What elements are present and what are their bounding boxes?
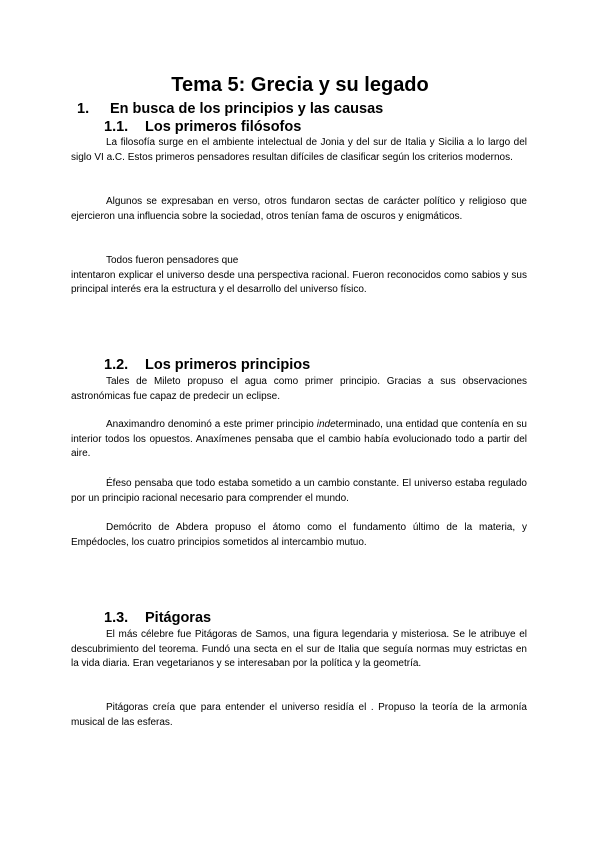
paragraph-italic-text: inde [316, 419, 336, 430]
section-1-heading [77, 100, 383, 118]
page-title: Tema 5: Grecia y su legado [171, 74, 429, 96]
subsection-1-2-heading-text: Los primeros principios [145, 357, 311, 373]
subsection-1-1-number: 1.1. [104, 119, 129, 135]
paragraph [71, 375, 527, 404]
paragraph [71, 628, 527, 672]
paragraph-text: Tales de Mileto propuso el agua como primer principio. Gracias a sus observaciones astronómicas fue capaz de predecir un eclipse. [71, 376, 527, 402]
paragraph [71, 195, 527, 224]
paragraph-text: La filosofía surge en el ambiente intelectual de Jonia y del sur de Italia y Sicilia a lo largo del siglo VI a.C. Estos primeros pensadores resultan difíciles de clasificar según los criterios modernos. [71, 137, 527, 163]
section-1-number: 1. [77, 101, 90, 117]
paragraph [71, 701, 527, 730]
subsection-1-1-heading-text: Los primeros filósofos [145, 119, 302, 135]
paragraph-text: Demócrito de Abdera propuso el átomo como el fundamento último de la materia, y Empédocles, los cuatro principios sometidos al intercambio mutuo. [71, 522, 527, 548]
paragraph-first-line [71, 254, 527, 269]
paragraph-text: El más célebre fue Pitágoras de Samos, una figura legendaria y misteriosa. Se le atribuye el descubrimiento del teorema. Fundó una secta en el sur de Italia que seguía normas muy estrictas en la vida diaria. Eran vegetarianos y se interesaban por la política y la geometría. [71, 629, 527, 670]
subsection-1-3-heading [104, 609, 211, 627]
subsection-1-2-number: 1.2. [104, 357, 129, 373]
paragraph-text: Anaximandro denominó a este primer principio [106, 419, 317, 430]
paragraph [71, 477, 527, 506]
subsection-1-1-heading [104, 118, 301, 136]
paragraph-text: terminado, una entidad que contenía en su interior todos los opuestos. Anaxímenes pensaba que el cambio había evolucionado todo a partir del aire. [71, 419, 527, 460]
subsection-1-3-heading-text: Pitágoras [145, 610, 212, 626]
paragraph [71, 254, 527, 298]
section-1-heading-text: En busca de los principios y las causas [110, 101, 384, 117]
paragraph-text: intentaron explicar el universo desde una perspectiva racional. Fueron reconocidos como sabios y sus principal interés era la estructura y el desarrollo del universo físico. [71, 269, 527, 296]
paragraph [71, 418, 527, 462]
paragraph-text: Éfeso pensaba que todo estaba sometido a un cambio constante. El universo estaba regulado por un principio racional necesario para comprender el mundo. [71, 478, 527, 504]
subsection-1-3-number: 1.3. [104, 610, 129, 626]
paragraph [71, 136, 527, 165]
subsection-1-2-heading [104, 356, 310, 374]
paragraph-text: Pitágoras creía que para entender el universo residía el . Propuso la teoría de la armonía musical de las esferas. [71, 702, 527, 728]
paragraph [71, 521, 527, 550]
paragraph-text: Algunos se expresaban en verso, otros fundaron sectas de carácter político y religioso que ejercieron una influencia sobre la sociedad, otros tenían fama de oscuros y enigmáticos. [71, 196, 527, 222]
paragraph-text: Todos fueron pensadores que [106, 255, 239, 266]
